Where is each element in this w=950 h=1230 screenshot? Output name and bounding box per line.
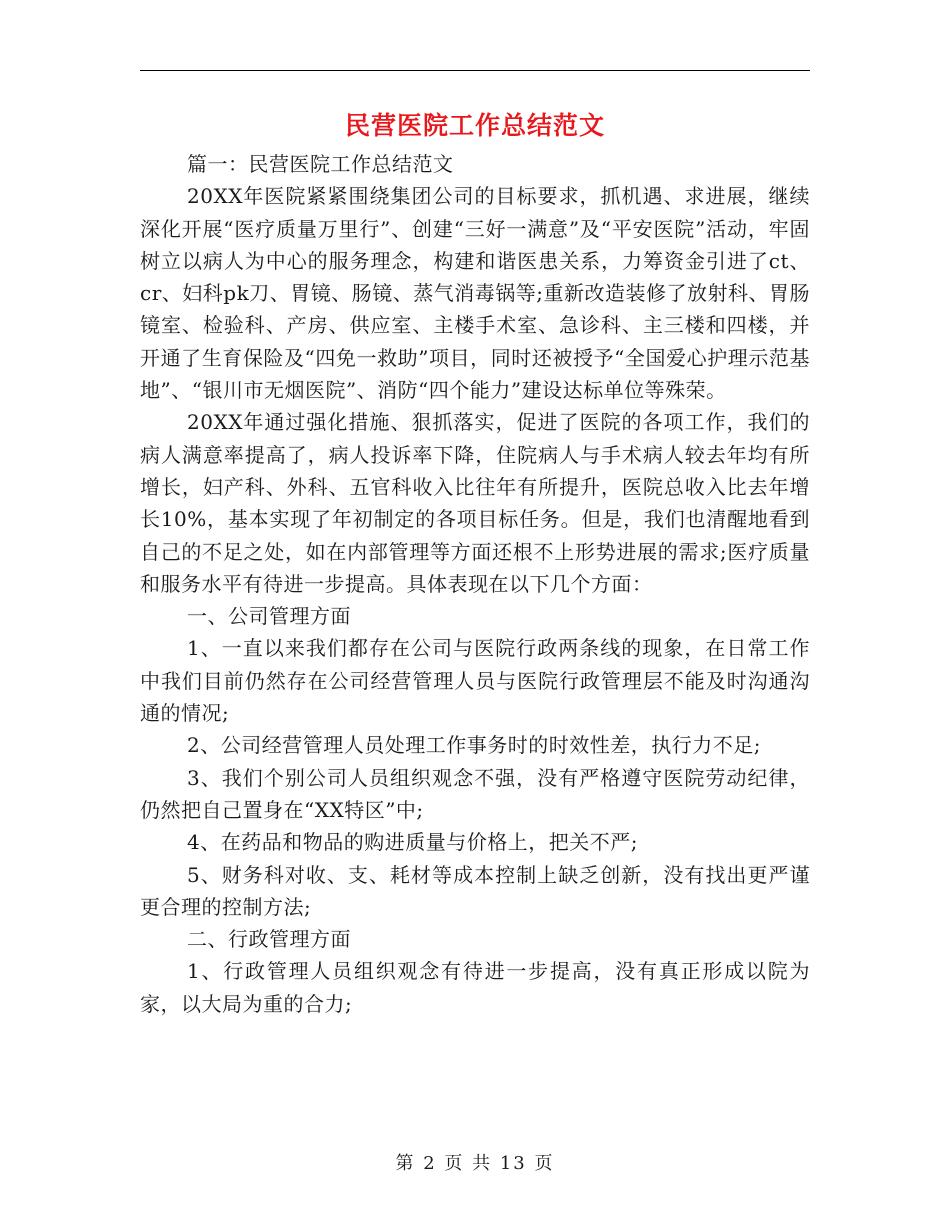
list-item: 3、我们个别公司人员组织观念不强，没有严格遵守医院劳动纪律，仍然把自己置身在“XX特区”中; bbox=[140, 765, 810, 822]
paragraph: 20XX年通过强化措施、狠抓落实，促进了医院的各项工作，我们的病人满意率提高了，病人投诉率下降，住院病人与手术病人较去年均有所增长，妇产科、外科、五官科收入比往年有所提升，医院总收入比去年增长10%，基本实现了年初制定的各项目标任务。但是，我们也清醒地看到自己的不足之处，如在内部管理等方面还根不上形势进展的需求;医疗质量和服务水平有待进一步提高。具体表现在以下几个方面： bbox=[140, 410, 810, 596]
section-heading: 二、行政管理方面 bbox=[187, 927, 351, 952]
list-item: 5、财务科对收、支、耗材等成本控制上缺乏创新，没有找出更严谨更合理的控制方法; bbox=[140, 862, 810, 919]
paragraph: 20XX年医院紧紧围绕集团公司的目标要求，抓机遇、求进展，继续深化开展“医疗质量万里行”、创建“三好一满意”及“平安医院”活动，牢固树立以病人为中心的服务理念，构建和谐医患关系，力筹资金引进了ct、cr、妇科pk刀、胃镜、肠镜、蒸气消毒锅等;重新改造装修了放射科、胃肠镜室、检验科、产房、供应室、主楼手术室、急诊科、主三楼和四楼，并开通了生育保险及“四免一救助”项目，同时还被授予“全国爱心护理示范基地”、“银川市无烟医院”、消防“四个能力”建设达标单位等殊荣。 bbox=[140, 184, 810, 403]
section-heading: 一、公司管理方面 bbox=[187, 604, 351, 629]
document-body bbox=[140, 148, 810, 1020]
document-title: 民营医院工作总结范文 bbox=[344, 111, 605, 140]
list-item: 4、在药品和物品的购进质量与价格上，把关不严; bbox=[187, 830, 638, 855]
header-rule bbox=[140, 70, 810, 71]
list-item: 2、公司经营管理人员处理工作事务时的时效性差，执行力不足; bbox=[187, 733, 761, 758]
page-number: 第 2 页 共 13 页 bbox=[395, 1153, 555, 1174]
list-item: 1、行政管理人员组织观念有待进一步提高，没有真正形成以院为家，以大局为重的合力; bbox=[140, 959, 810, 1016]
section-heading: 篇一：民营医院工作总结范文 bbox=[187, 152, 454, 176]
list-item: 1、一直以来我们都存在公司与医院行政两条线的现象，在日常工作中我们目前仍然存在公司经营管理人员与医院行政管理层不能及时沟通沟通的情况; bbox=[140, 636, 810, 726]
